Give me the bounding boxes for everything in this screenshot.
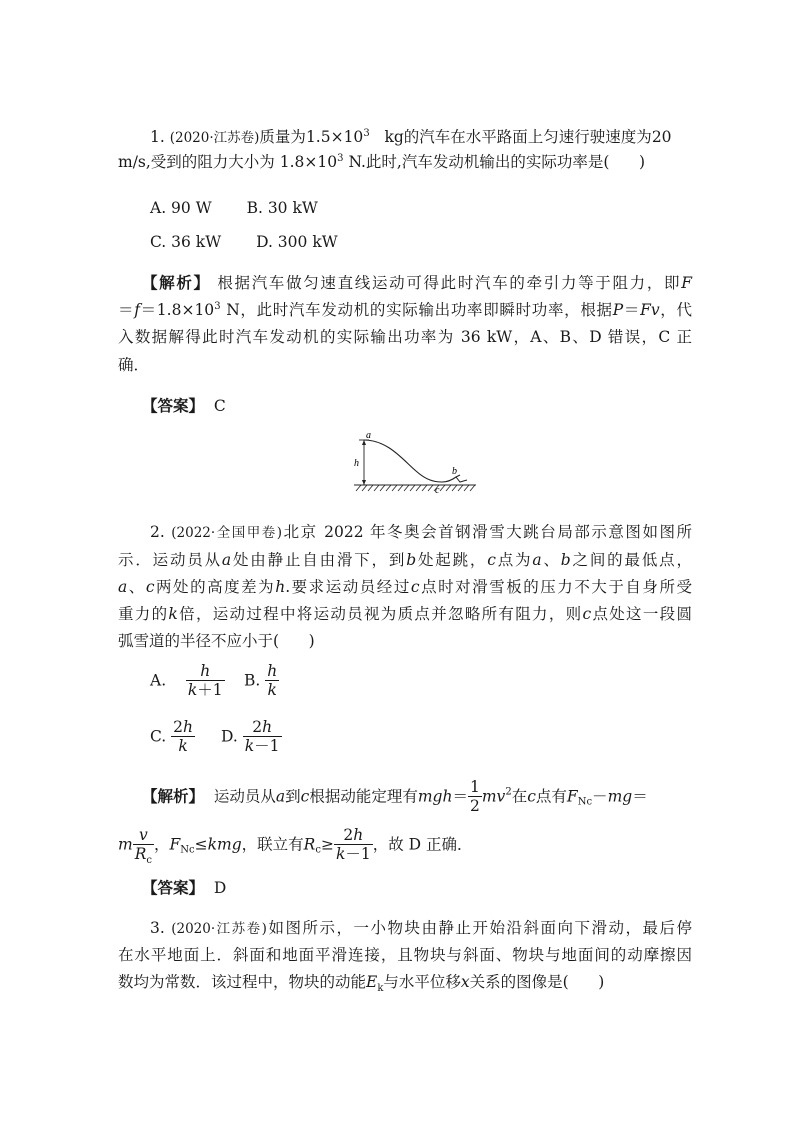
q2-line-1: 2. (2022·全国甲卷)北京 2022 年冬奥会首钢滑雪大跳台局部示意图如图所	[150, 523, 693, 541]
label-h: h	[354, 458, 359, 469]
q1-options-row-1	[150, 197, 318, 219]
ski-jump-figure	[348, 430, 480, 496]
q2-analysis-half-fraction: $\frac{1}{2}$	[469, 778, 480, 815]
q1-options-row-2	[150, 231, 338, 253]
label-a: a	[366, 430, 371, 441]
q2-line-5: 弧雪道的半径不应小于( )	[118, 632, 315, 650]
q2-source: (2022·全国甲卷)	[171, 525, 283, 541]
takeoff-lip	[456, 477, 467, 482]
q2-option-c: C. $\frac{2h}{k}$	[150, 718, 194, 755]
q1-source: (2020·江苏卷)	[169, 130, 260, 146]
q2-analysis-line-1: 【解析】 运动员从a到c根据动能定理有mgh＝ $\frac{1}{2}$ $mv^2$在c点有$F_{Nc}-mg=$	[142, 778, 648, 815]
q2-option-c-fraction: $\frac{2h}{k}$	[173, 718, 194, 755]
q1-answer	[142, 395, 226, 417]
q2-line-4: 重力的k倍，运动过程中将运动员视为质点并忽略所有阻力，则c点处这一段圆	[118, 605, 692, 623]
label-c: c	[435, 485, 440, 496]
q3-line-2: 在水平地面上．斜面和地面平滑连接，且物块与斜面、物块与地面间的动摩擦因	[118, 946, 692, 964]
q1-answer-label: 【答案】	[142, 396, 205, 415]
q1-option-a: A. 90 W	[150, 199, 212, 217]
q2-option-a: A. $\frac{h}{k+1}$	[150, 662, 223, 699]
q2-answer-value: D	[213, 879, 227, 897]
q2-option-a-fraction: $\frac{h}{k+1}$	[187, 662, 223, 699]
q1-analysis-line-1: 【解析】 根据汽车做匀速直线运动可得此时汽车的牵引力等于阻力，即F	[142, 273, 692, 292]
q2-option-d-fraction: $\frac{2h}{k-1}$	[244, 718, 280, 755]
q2-line-2: 示．运动员从a处由静止自由滑下，到b处起跳，c点为a、b之间的最低点，	[118, 551, 692, 569]
q2-line-3: a、c两处的高度差为h.要求运动员经过c点时对滑雪板的压力不大于自身所受	[118, 578, 692, 596]
q2-analysis-label: 【解析】	[142, 786, 205, 806]
q1-mass: $1.5\times 10^3$	[305, 128, 370, 146]
q1-force: $1.8\times 10^3$	[279, 153, 344, 171]
ski-slope-curve	[364, 440, 460, 482]
q2-answer-label: 【答案】	[142, 878, 205, 897]
q2-analysis-line-2: m $\frac{v}{R_c}$ ，$F_{Nc}\le kmg$，联立有$R_c\ge$ $\frac{2h}{k-1}$ ，故 D 正确．	[118, 826, 473, 866]
q2-option-b-fraction: $\frac{h}{k}$	[267, 662, 278, 699]
q1-line-1: 1. (2020·江苏卷)质量为$1.5\times 10^3$ kg的汽车在水平路面上匀速行驶速度为20	[150, 128, 672, 146]
q1-analysis-line-3: 入数据解得此时汽车发动机的实际输出功率为 36 kW，A、B、D 错误，C 正	[118, 328, 692, 346]
q1-analysis-line-2: $=f=1.8\times 10^3$ N，此时汽车发动机的实际输出功率即瞬时功率，根据P＝Fv，代	[118, 301, 692, 319]
q3-source: (2020·江苏卷)	[171, 921, 267, 937]
q3-line-3: 数均为常数．该过程中，物块的动能$E_k$与水平位移x关系的图像是( )	[118, 973, 605, 994]
q1-option-c: C. 36 kW	[150, 233, 222, 251]
q1-answer-value: C	[213, 397, 226, 415]
q3-number: 3.	[150, 919, 165, 937]
q1-number: 1.	[150, 128, 165, 146]
q1-line-2: m/s,受到的阻力大小为 $1.8\times 10^3$ N.此时,汽车发动机输出的实际功率是( )	[118, 153, 646, 171]
q1-option-b: B. 30 kW	[246, 199, 318, 217]
q1-analysis-label: 【解析】	[142, 273, 211, 292]
q1-analysis-line-4: 确．	[118, 356, 150, 374]
q1-option-d: D. 300 kW	[256, 233, 338, 251]
q2-answer	[142, 877, 226, 899]
q3-line-1: 3. (2020·江苏卷)如图所示，一小物块由静止开始沿斜面向下滑动，最后停	[150, 919, 692, 937]
q2-option-d: D. $\frac{2h}{k-1}$	[221, 718, 280, 755]
q2-option-b: B. $\frac{h}{k}$	[244, 662, 278, 699]
q2-number: 2.	[150, 523, 165, 541]
height-arrow-bottom	[362, 480, 366, 485]
ground-hatching	[356, 485, 475, 491]
q2-analysis-result-fraction: $\frac{2h}{k-1}$	[335, 826, 371, 863]
q2-analysis-vr-fraction: $\frac{v}{R_c}$	[134, 826, 152, 866]
label-b: b	[452, 466, 457, 477]
